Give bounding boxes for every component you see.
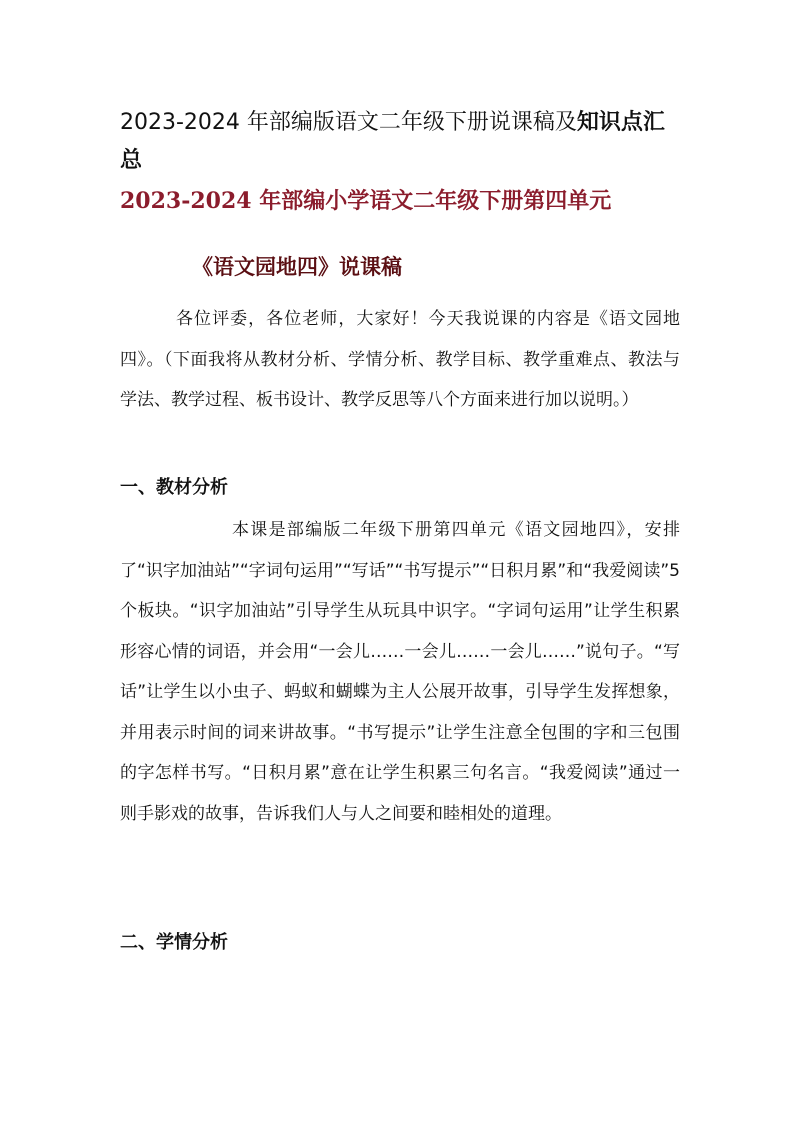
textbook-analysis-paragraph: 本课是部编版二年级下册第四单元《语文园地四》，安排了“识字加油站”“字词句运用”“写话”“书写提示”“日积月累”和“我爱阅读”5 个板块。“识字加油站”引导学生从玩具中识字。“字词句运用”让学生积累形容心情的词语，并会用“一会儿……一会儿……一会儿……”说句子。“写话”让学生以小虫子、蚂蚁和蝴蝶为主人公展开故事，引导学生发挥想象，并用表示时间的词来讲故事。“书写提示”让学生注意全包围的字和三包围的字怎样书写。“日积月累”意在让学生积累三句名言。“我爱阅读”通过一则手影戏的故事，告诉我们人与人之间要和睦相处的道理。 — [120, 520, 680, 824]
section-heading-student-analysis: 二、学情分析 — [120, 932, 228, 953]
unit-title: 2023-2024 年部编小学语文二年级下册第四单元 — [120, 188, 612, 214]
intro-paragraph: 各位评委，各位老师，大家好！今天我说课的内容是《语文园地四》。（下面我将从教材分析、学情分析、教学目标、教学重难点、教法与学法、教学过程、板书设计、教学反思等八个方面来进行加以说明。） — [120, 309, 680, 410]
document-title-bold-text: 知识点汇总 — [120, 110, 665, 173]
document-title — [120, 104, 680, 180]
document-title-text: 2023-2024 年部编版语文二年级下册说课稿及 — [120, 110, 577, 135]
lesson-title: 《语文园地四》说课稿 — [192, 255, 402, 279]
section-heading-textbook-analysis: 一、教材分析 — [120, 477, 228, 498]
